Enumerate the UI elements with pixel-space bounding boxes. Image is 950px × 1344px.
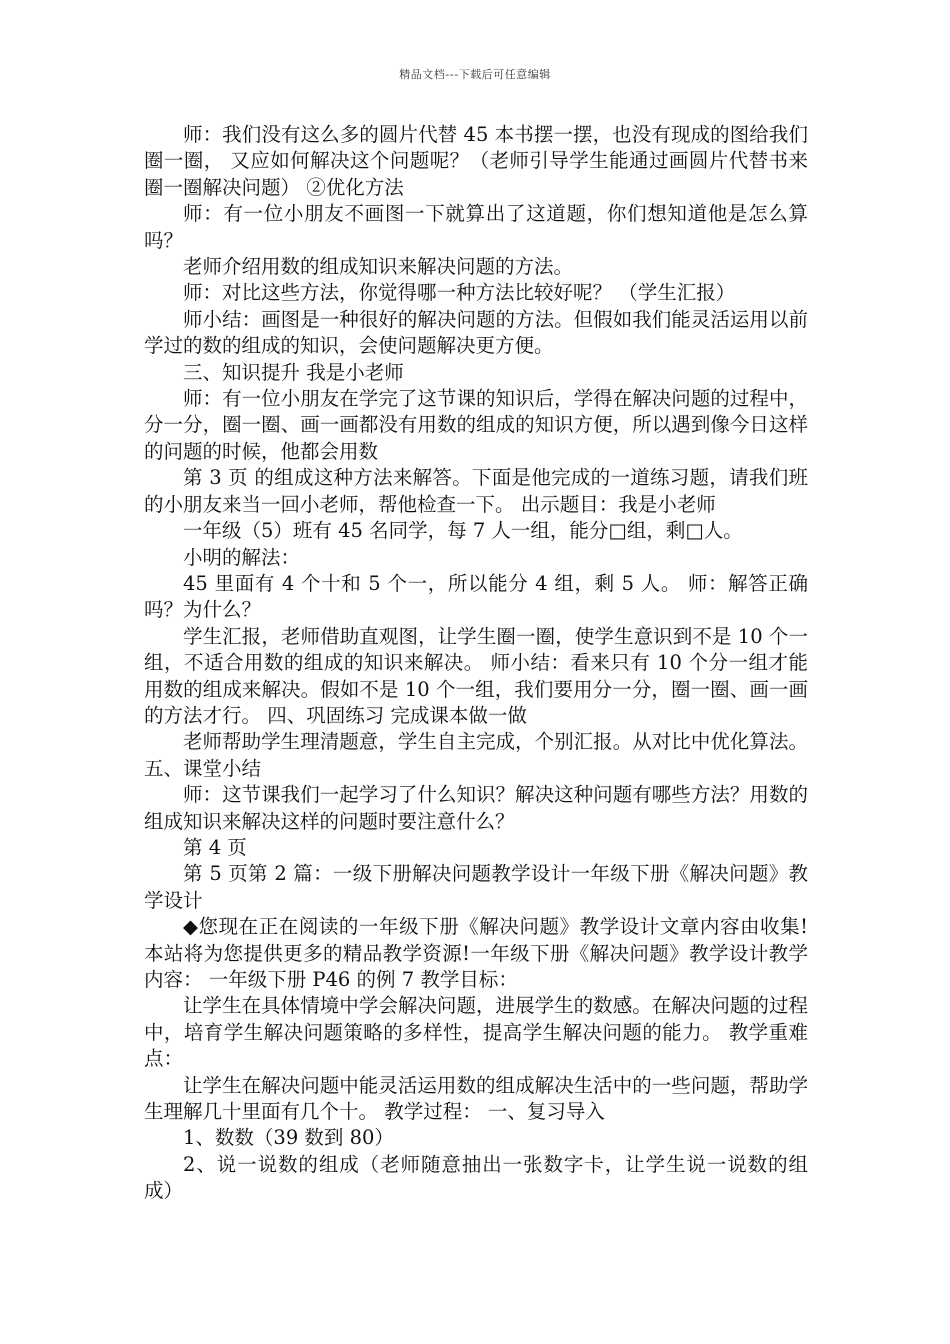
paragraph: 第 5 页第 2 篇：一级下册解决问题教学设计一年级下册《解决问题》教学设计 — [144, 862, 808, 912]
exercise-question: 一年级（5）班有 45 名同学，每 7 人一组，能分□组，剩□人。 — [183, 519, 743, 543]
paragraph: 2、说一说数的组成（老师随意抽出一张数字卡，让学生说一说数的组成） — [144, 1152, 808, 1203]
paragraph: 师小结：画图是一种很好的解决问题的方法。但假如我们能灵活运用以前学过的数的组成的知识，会使问题解决更方便。 — [144, 307, 808, 358]
section-heading: 三、知识提升 我是小老师 — [183, 360, 404, 384]
page-header: 精品文档---下载后可任意编辑 — [399, 68, 551, 81]
paragraph: 第 3 页 的组成这种方法来解答。下面是他完成的一道练习题，请我们班的小朋友来当一回小老师，帮他检查一下。 出示题目：我是小老师 — [144, 466, 808, 516]
paragraph: 45 里面有 4 个十和 5 个一，所以能分 4 组，剩 5 人。 师：解答正确吗？为什么？ — [144, 571, 808, 622]
paragraph: 师：对比这些方法，你觉得哪一种方法比较好呢？ （学生汇报） — [183, 281, 736, 305]
paragraph: 让学生在解决问题中能灵活运用数的组成解决生活中的一些问题，帮助学生理解几十里面有几个十。 教学过程： 一、复习导入 — [144, 1073, 808, 1124]
paragraph: 老师帮助学生理清题意，学生自主完成，个别汇报。从对比中优化算法。 五、课堂小结 — [144, 730, 808, 780]
paragraph: ◆您现在正在阅读的一年级下册《解决问题》教学设计文章内容由收集!本站将为您提供更多的精品教学资源!一年级下册《解决问题》教学设计教学内容： 一年级下册 P46 的例 7 教学目标： — [144, 915, 808, 991]
page-marker: 第 4 页 — [183, 835, 247, 859]
paragraph: 1、数数（39 数到 80） — [183, 1126, 394, 1150]
paragraph: 师：有一位小朋友在学完了这节课的知识后，学得在解决问题的过程中，分一分，圈一圈、画一画都没有用数的组成的知识方便，所以遇到像今日这样的问题的时候，他都会用数 — [144, 387, 808, 463]
paragraph: 师：这节课我们一起学习了什么知识？解决这种问题有哪些方法？用数的组成知识来解决这样的问题时要注意什么？ — [144, 783, 808, 833]
paragraph: 小明的解法： — [183, 545, 301, 569]
paragraph: 老师介绍用数的组成知识来解决问题的方法。 — [183, 255, 574, 279]
paragraph: 师：有一位小朋友不画图一下就算出了这道题，你们想知道他是怎么算吗？ — [144, 202, 808, 252]
paragraph: 师：我们没有这么多的圆片代替 45 本书摆一摆，也没有现成的图给我们圈一圈， 又应如何解决这个问题呢？（老师引导学生能通过画圆片代替书来圈一圈解决问题） ②优化方法 — [144, 123, 808, 199]
paragraph: 学生汇报，老师借助直观图，让学生圈一圈，使学生意识到不是 10 个一组，不适合用数的组成的知识来解决。 师小结：看来只有 10 个分一组才能用数的组成来解决。假如不是 10 个一组，我们要用分一分，圈一圈、画一画的方法才行。 四、巩固练习 完成课本做一做 — [144, 624, 808, 727]
paragraph: 让学生在具体情境中学会解决问题，进展学生的数感。在解决问题的过程中，培育学生解决问题策略的多样性，提高学生解决问题的能力。 教学重难点： — [144, 994, 808, 1071]
document-body — [144, 122, 808, 1205]
